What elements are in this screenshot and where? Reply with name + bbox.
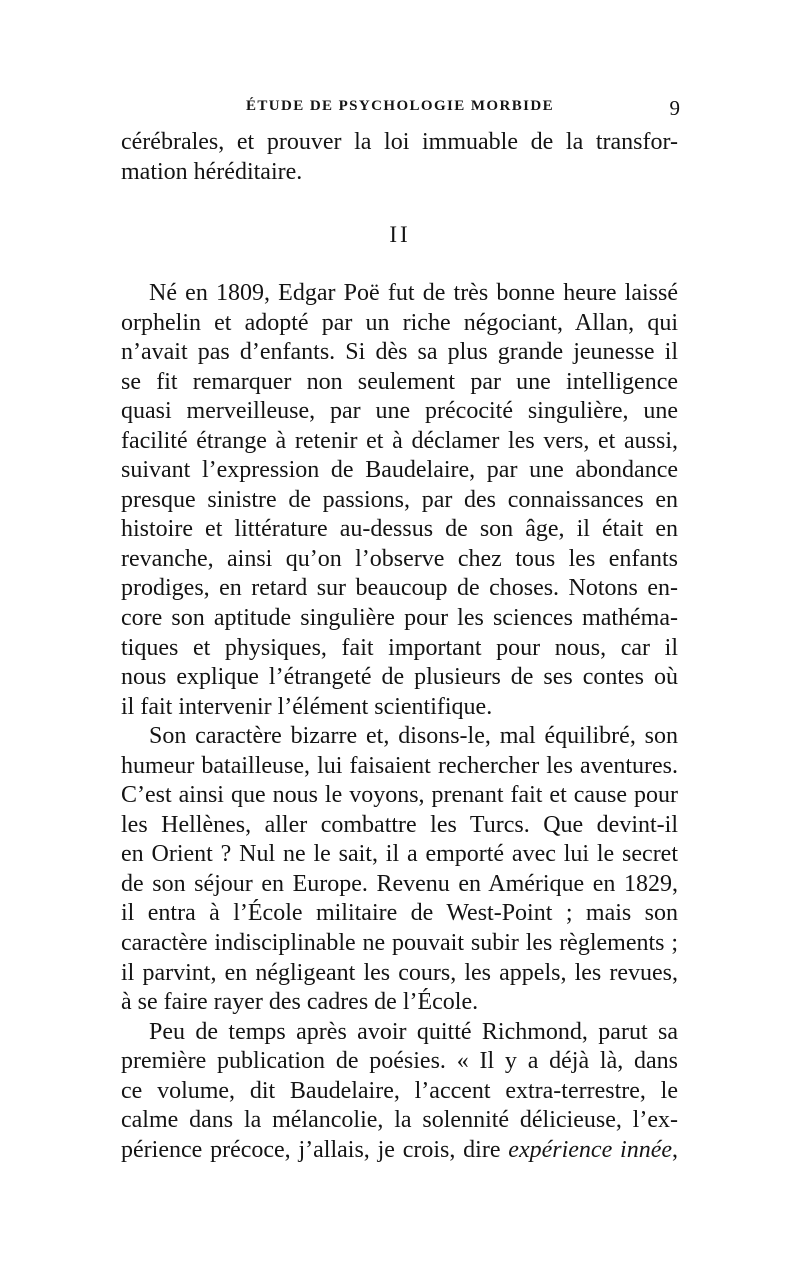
italic-phrase: expérience innée [508, 1136, 672, 1163]
text-line: calme dans la mélancolie, la solennité délicieuse, l’ex- [121, 1107, 678, 1134]
text-line: core son aptitude singulière pour les sciences mathéma- [121, 605, 678, 632]
text-line: caractère indisciplinable ne pouvait subir les règlements ; [121, 930, 678, 957]
text-line: quasi merveilleuse, par une précocité singulière, une [121, 398, 678, 425]
text-line: il entra à l’École militaire de West-Point ; mais son [121, 900, 678, 927]
text-line: prodiges, en retard sur beaucoup de choses. Notons en- [121, 575, 678, 602]
text-line: orphelin et adopté par un riche négociant, Allan, qui [121, 309, 678, 336]
page-header [0, 98, 800, 122]
text-line: Né en 1809, Edgar Poë fut de très bonne heure laissé [149, 280, 678, 306]
text-line-final [121, 1136, 678, 1166]
text-line: humeur batailleuse, lui faisaient rechercher les aventures. [121, 752, 678, 779]
text-line: Peu de temps après avoir quitté Richmond, parut sa [149, 1018, 678, 1045]
text-line: les Hellènes, aller combattre les Turcs. Que devint-il [121, 811, 678, 838]
text-line: n’avait pas d’enfants. Si dès sa plus grande jeunesse il [121, 339, 678, 366]
running-title: ÉTUDE DE PSYCHOLOGIE MORBIDE [246, 98, 554, 114]
text-line: mation héréditaire. [121, 158, 303, 185]
text-line: à se faire rayer des cadres de l’École. [121, 989, 479, 1016]
page-number: 9 [669, 96, 680, 120]
text-line: nous explique l’étrangeté de plusieurs de ses contes où [121, 664, 678, 691]
text-line: presque sinistre de passions, par des connaissances en [121, 486, 678, 513]
text-line: il parvint, en négligeant les cours, les appels, les revues, [121, 959, 678, 986]
text-line-end: , [672, 1136, 678, 1163]
text-line: de son séjour en Europe. Revenu en Amérique en 1829, [121, 870, 678, 897]
text-line-start: périence précoce, j’allais, je crois, dire [121, 1136, 509, 1163]
continuation-paragraph [121, 128, 678, 187]
text-line: facilité étrange à retenir et à déclamer les vers, et aussi, [121, 427, 678, 454]
text-line: suivant l’expression de Baudelaire, par une abondance [121, 457, 678, 484]
text-line: première publication de poésies. « Il y a déjà là, dans [121, 1048, 678, 1075]
text-line: cérébrales, et prouver la loi immuable de la transfor- [121, 129, 678, 155]
text-line: il fait intervenir l’élément scientifique. [121, 693, 493, 720]
text-line: tiques et physiques, fait important pour nous, car il [121, 634, 678, 661]
text-line: revanche, ainsi qu’on l’observe chez tous les enfants [121, 545, 678, 572]
section-heading: II [389, 222, 411, 247]
text-line: Son caractère bizarre et, disons-le, mal équilibré, son [149, 723, 678, 750]
text-line: se fit remarquer non seulement par une intelligence [121, 368, 678, 395]
text-line: C’est ainsi que nous le voyons, prenant fait et cause pour [121, 782, 678, 809]
text-line: en Orient ? Nul ne le sait, il a emporté avec lui le secret [121, 841, 678, 868]
text-line: ce volume, dit Baudelaire, l’accent extra-terrestre, le [121, 1077, 678, 1104]
body-text [121, 279, 678, 1165]
text-line: histoire et littérature au-dessus de son âge, il était en [121, 516, 678, 543]
